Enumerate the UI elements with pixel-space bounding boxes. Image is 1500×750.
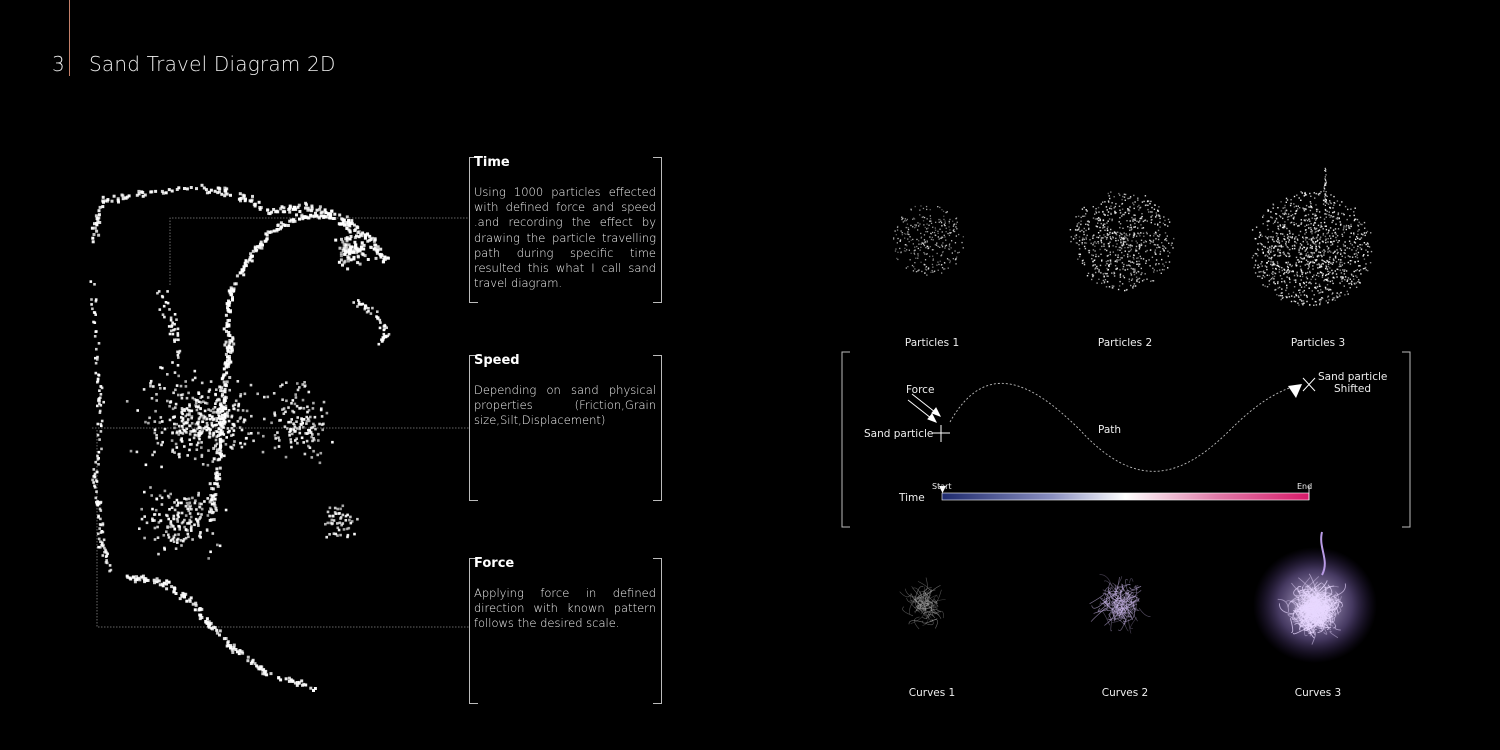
caption-curves-2: Curves 2 — [1101, 687, 1149, 699]
caption-particles-3: Particles 3 — [1290, 337, 1346, 349]
end-label: End — [1297, 482, 1313, 491]
caption-curves-3: Curves 3 — [1294, 687, 1342, 699]
diagram-bracket-right — [1402, 352, 1410, 527]
force-text: Applying force in defined direction with known pattern follows the desired scale. — [474, 586, 656, 631]
path-label: Path — [1098, 424, 1122, 436]
caption-particles-1: Particles 1 — [904, 337, 960, 349]
speed-text: Depending on sand physical properties (Friction,Grain size,Silt,Displacement) — [474, 383, 656, 428]
sand-particle-label: Sand particle — [864, 428, 934, 440]
particle-path — [950, 383, 1298, 471]
particles-2-thumbnail — [1070, 191, 1175, 291]
time-text: Using 1000 particles effected with defined force and speed .and recording the effect by drawing the particle travelling path during specific time resulted this what I call sand travel diagram. — [474, 185, 656, 291]
time-label: Time — [899, 492, 925, 504]
shifted-marker — [1288, 378, 1315, 398]
diagram-bracket-left — [842, 352, 850, 527]
shifted-label-line1: Sand particle — [1318, 371, 1388, 383]
sand-particle-marker — [932, 425, 950, 442]
curves-1-thumbnail — [900, 578, 946, 629]
shifted-label-line2: Shifted — [1334, 383, 1371, 395]
particles-3-thumbnail — [1252, 168, 1373, 306]
caption-curves-1: Curves 1 — [908, 687, 956, 699]
force-arrows — [908, 394, 940, 422]
particles-1-thumbnail — [893, 205, 964, 275]
page-title: Sand Travel Diagram 2D — [89, 52, 336, 76]
time-heading: Time — [474, 155, 510, 170]
curves-3-thumbnail — [1253, 532, 1377, 663]
speed-heading: Speed — [474, 353, 520, 368]
start-label: Start — [932, 482, 952, 491]
curves-2-thumbnail — [1090, 574, 1151, 633]
page-number: 3 — [52, 52, 65, 76]
force-heading: Force — [474, 556, 515, 571]
caption-particles-2: Particles 2 — [1097, 337, 1153, 349]
time-gradient-bar — [942, 493, 1309, 500]
force-label: Force — [906, 384, 935, 396]
